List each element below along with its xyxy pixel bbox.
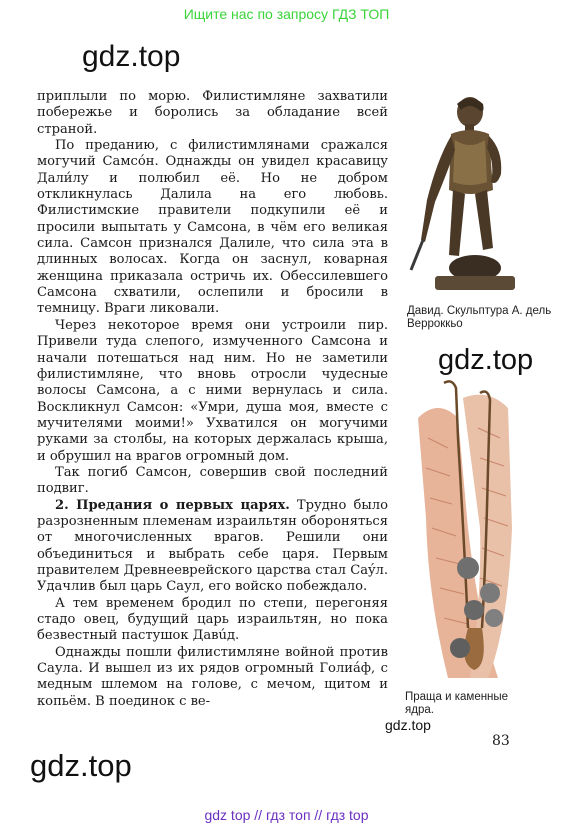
- david-caption: Давид. Скульптура А. дель Верроккьо: [407, 305, 552, 330]
- section-paragraph: [37, 498, 388, 596]
- paragraph: Однажды пошли филистимляне войной против Саула. И вышел из их рядов огромный Голиáф, с медным шлемом на голове, с мечом, щитом и копьём. В поединок с ве-: [37, 644, 388, 709]
- page-number: 83: [492, 733, 510, 749]
- watermark: gdz.top: [30, 748, 132, 783]
- footer-links[interactable]: gdz top // гдз топ // гдз top: [204, 807, 369, 823]
- paragraph: приплыли по морю. Филистимляне захватили побережье и боролись за обладание всей страной.: [37, 89, 388, 137]
- watermark: gdz.top: [385, 717, 431, 733]
- paragraph: По преданию, с филистимлянами сражался могучий Самсóн. Однажды он увидел красавицу Дали́лу и полюбил её. Но не добром откликнулась Далила на его любовь. Филистимские правители подкупили её и просили выпытать у Самсона, в чём его великая сила. Самсон признался Далиле, что сила эта в длинных волосах. Когда он заснул, коварная женщина приказала остричь их. Обессилевшего Самсона схватили, ослепили и бросили в темницу. Враги ликовали.: [37, 138, 388, 317]
- top-banner[interactable]: Ищите нас по запросу ГДЗ ТОП: [183, 6, 390, 22]
- paragraph: Через некоторое время они устроили пир. Привели туда слепого, измученного Самсона и начали потешаться над ним. Но не заметили филистимляне, что вновь отросли чудесные волосы Самсона, а с ними вернулась и сила. Воскликнул Самсон: «Умри, душа моя, вместе с мучителями моими!» Ухватился он могучими руками за столбы, на которых держалась крыша, и обрушил на врагов огромный дом.: [37, 317, 388, 464]
- watermark: gdz.top: [438, 344, 534, 376]
- section-heading: 2. Предания о первых царях.: [55, 497, 290, 513]
- section-body: Трудно было разрозненным племенам израильтян обороняться от многочисленных врагов. Решили они объединиться и выбрать себе царя. Первым правителем Древнееврейского царства стал Саýл. Удачлив был царь Саул, его войско побеждало.: [37, 497, 388, 595]
- sling-and-stones-image: [408, 378, 518, 683]
- paragraph: Так погиб Самсон, совершив свой последний подвиг.: [37, 464, 388, 497]
- paragraph: А тем временем бродил по степи, перегоняя стадо овец, будущий царь израильтян, но пока безвестный пастушок Давúд.: [37, 595, 388, 644]
- watermark: gdz.top: [82, 40, 181, 73]
- main-text-column: [37, 89, 388, 710]
- david-statue-image: [405, 90, 530, 300]
- sling-caption: Праща и каменные ядра.: [405, 691, 509, 716]
